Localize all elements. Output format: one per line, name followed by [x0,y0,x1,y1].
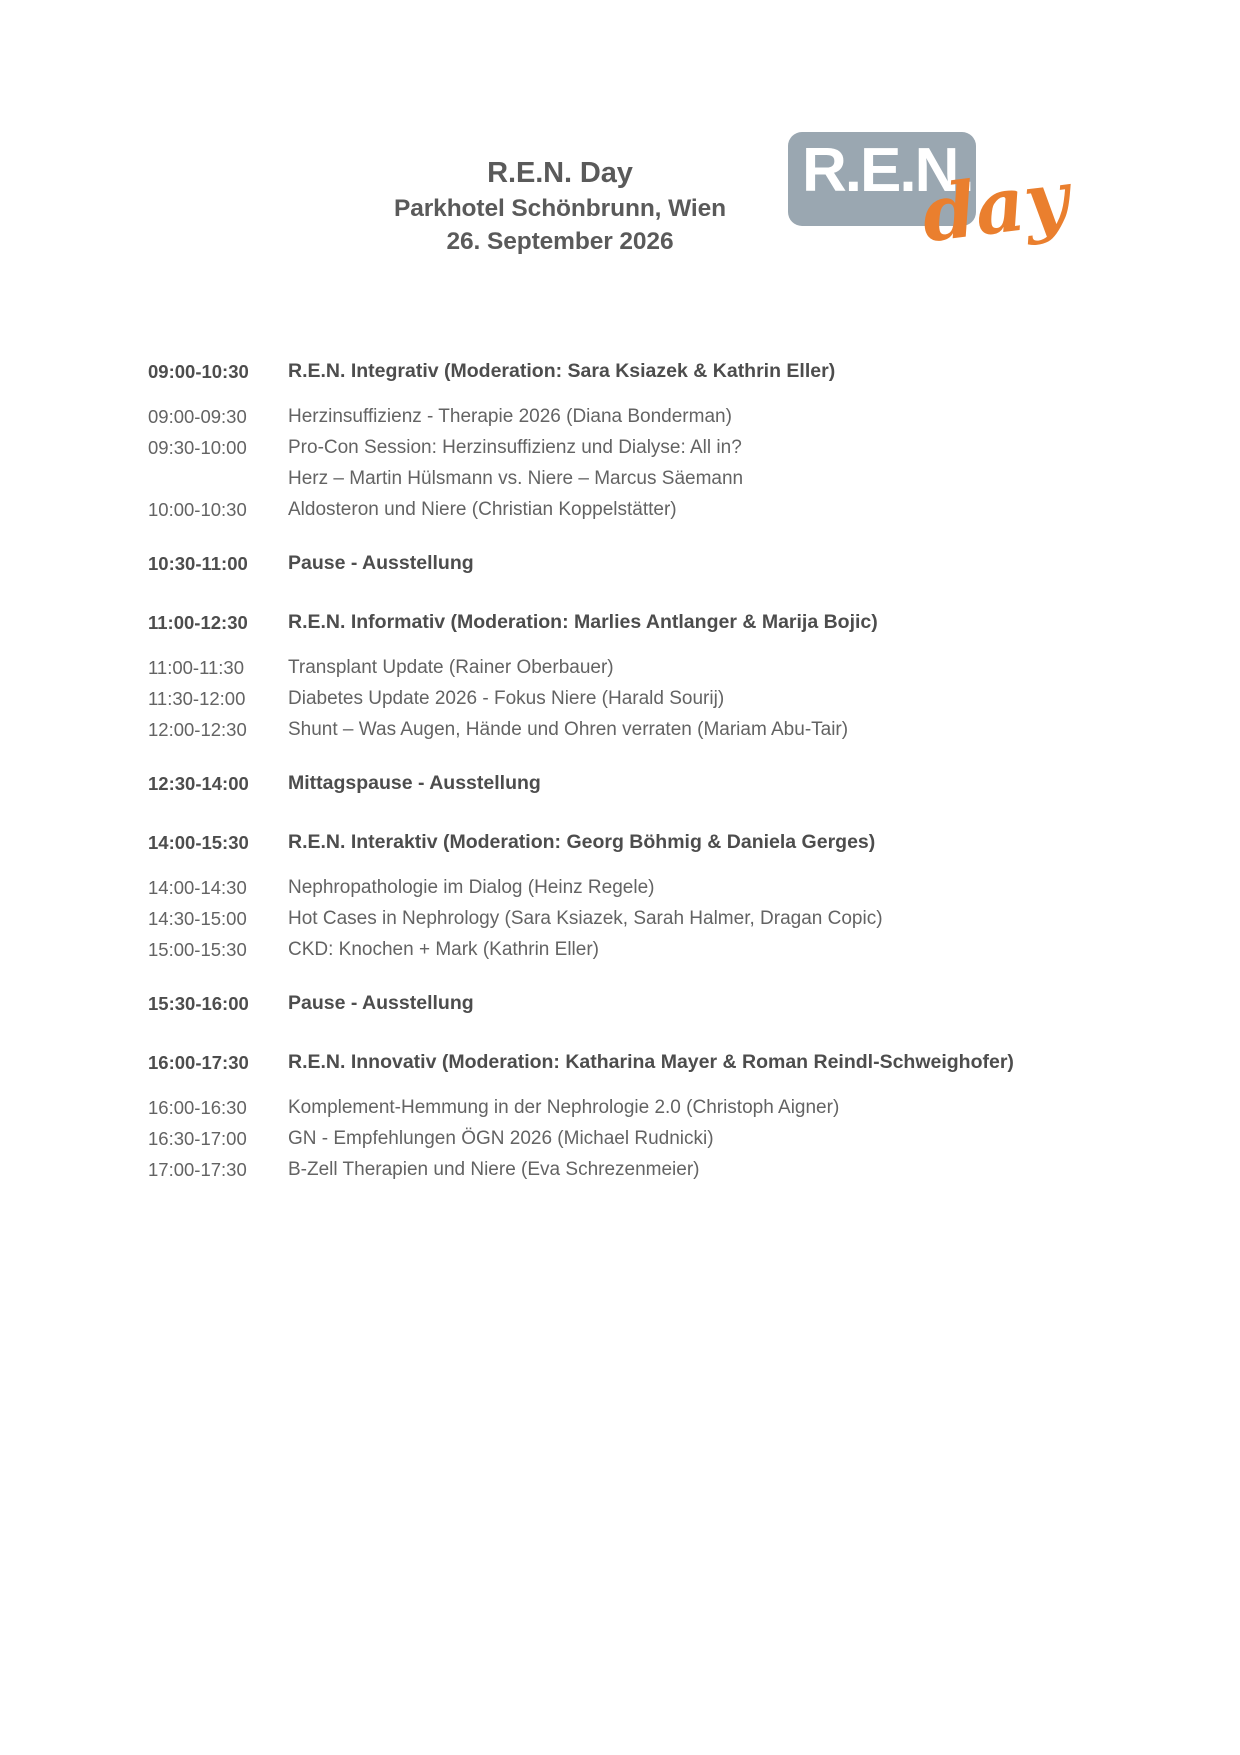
agenda-block [148,987,1148,1046]
item-time: 11:30-12:00 [148,688,246,709]
item-time: 14:30-15:00 [148,908,247,929]
item-title: B-Zell Therapien und Niere (Eva Schrezenmeier) [288,1159,700,1180]
session-title: Pause - Ausstellung [288,552,474,574]
page-title: R.E.N. Day [487,157,633,189]
agenda-item-row [148,1123,1148,1154]
row-spacer [148,639,1148,652]
item-title: Hot Cases in Nephrology (Sara Ksiazek, Sarah Halmer, Dragan Copic) [288,908,883,929]
item-time: 14:00-14:30 [148,877,247,898]
session-time: 12:30-14:00 [148,773,249,794]
session-time: 10:30-11:00 [148,553,248,574]
block-gap [148,800,1148,826]
agenda-item-row [148,652,1148,683]
session-title: R.E.N. Integrativ (Moderation: Sara Ksiazek & Kathrin Eller) [288,360,836,382]
session-time: 16:00-17:30 [148,1052,249,1073]
item-time: 11:00-11:30 [148,657,245,678]
session-header-row [148,606,1148,639]
session-header-row [148,987,1148,1020]
session-time: 09:00-10:30 [148,361,249,382]
item-time: 09:00-09:30 [148,406,247,427]
agenda-block [148,547,1148,606]
item-time: 09:30-10:00 [148,437,247,458]
item-time: 16:00-16:30 [148,1097,247,1118]
item-title: Pro-Con Session: Herzinsuffizienz und Dialyse: All in? [288,437,742,458]
item-title: Transplant Update (Rainer Oberbauer) [288,657,614,678]
item-title: Herzinsuffizienz - Therapie 2026 (Diana Bonderman) [288,406,732,427]
block-gap [148,1020,1148,1046]
block-gap [148,1185,1148,1207]
item-time: 15:00-15:30 [148,939,247,960]
agenda-item-row [148,872,1148,903]
session-title: Pause - Ausstellung [288,992,474,1014]
agenda-item-row [148,401,1148,432]
block-gap [148,745,1148,767]
agenda-item-row [148,714,1148,745]
agenda-item-row [148,1092,1148,1123]
agenda-block [148,767,1148,826]
block-gap [148,965,1148,987]
row-spacer [148,388,1148,401]
session-time: 11:00-12:30 [148,612,248,633]
ren-day-logo [788,120,1074,290]
agenda-block [148,1046,1148,1207]
item-time: 10:00-10:30 [148,499,247,520]
agenda-item-row [148,934,1148,965]
item-title: CKD: Knochen + Mark (Kathrin Eller) [288,939,599,960]
agenda-item-row [148,903,1148,934]
item-time: 16:30-17:00 [148,1128,247,1149]
session-header-row [148,826,1148,859]
agenda-list [148,355,1148,1207]
session-time: 15:30-16:00 [148,993,249,1014]
agenda-block [148,606,1148,767]
agenda-item-row [148,683,1148,714]
item-time: 12:00-12:30 [148,719,247,740]
agenda-item-row [148,494,1148,525]
agenda-block [148,355,1148,547]
venue-line: Parkhotel Schönbrunn, Wien [393,194,727,222]
logo-day-script-text: day [917,153,1074,260]
session-title: R.E.N. Innovativ (Moderation: Katharina Mayer & Roman Reindl-Schweighofer) [288,1051,1014,1073]
agenda-item-row [148,463,1148,494]
item-title: Nephropathologie im Dialog (Heinz Regele) [288,877,655,898]
block-gap [148,580,1148,606]
session-header-row [148,547,1148,580]
item-time: 17:00-17:30 [148,1159,247,1180]
date-line: 26. September 2026 [446,227,674,255]
agenda-block [148,826,1148,987]
document-header [0,0,1240,300]
agenda-item-row [148,432,1148,463]
item-title: Herz – Martin Hülsmann vs. Niere – Marcus Säemann [288,468,744,489]
logo-ren-text: R.E.N. [802,136,973,205]
item-title: Diabetes Update 2026 - Fokus Niere (Harald Sourij) [288,688,725,709]
item-title: GN - Empfehlungen ÖGN 2026 (Michael Rudnicki) [288,1128,714,1149]
session-header-row [148,355,1148,388]
item-title: Aldosteron und Niere (Christian Koppelstätter) [288,499,677,520]
session-title: R.E.N. Interaktiv (Moderation: Georg Böhmig & Daniela Gerges) [288,831,876,853]
row-spacer [148,1079,1148,1092]
row-spacer [148,859,1148,872]
session-title: R.E.N. Informativ (Moderation: Marlies Antlanger & Marija Bojic) [288,611,878,633]
session-time: 14:00-15:30 [148,832,249,853]
session-title: Mittagspause - Ausstellung [288,772,541,794]
item-title: Shunt – Was Augen, Hände und Ohren verraten (Mariam Abu-Tair) [288,719,849,740]
agenda-item-row [148,1154,1148,1185]
session-header-row [148,767,1148,800]
item-title: Komplement-Hemmung in der Nephrologie 2.0 (Christoph Aigner) [288,1097,840,1118]
session-header-row [148,1046,1148,1079]
block-gap [148,525,1148,547]
